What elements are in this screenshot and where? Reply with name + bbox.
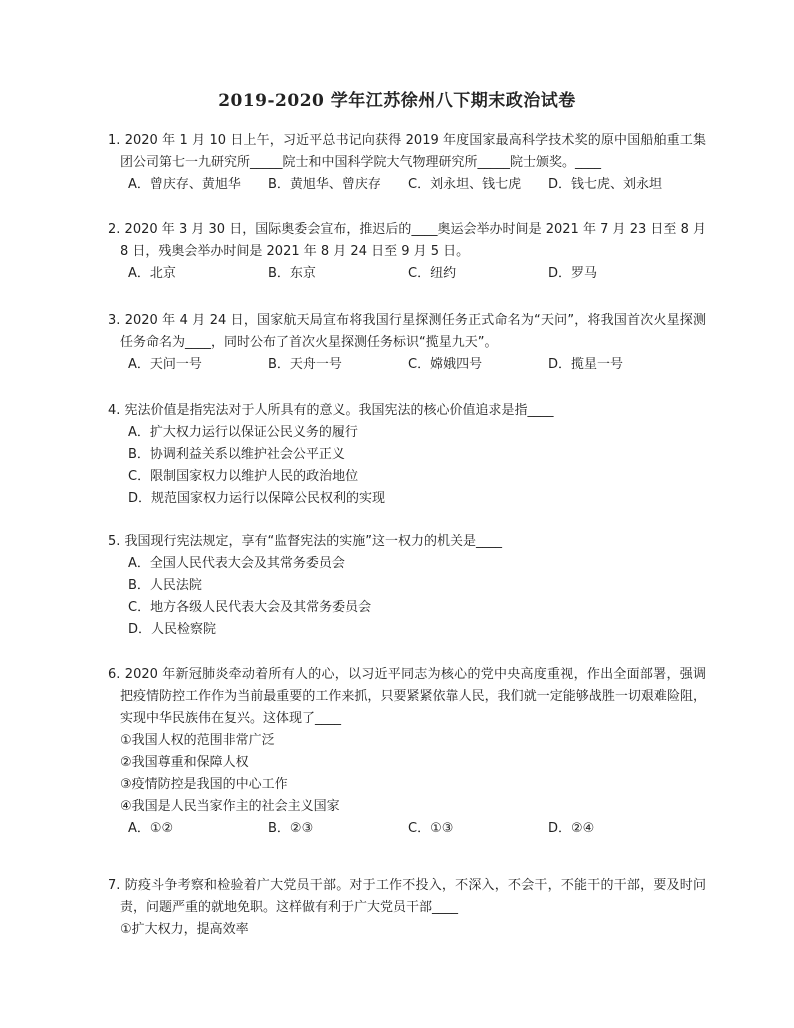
option-c: C．地方各级人民代表大会及其常务委员会 — [128, 600, 372, 615]
question-6-stem: 6. 2020 年新冠肺炎牵动着所有人的心，以习近平同志为核心的党中央高度重视，作出全面部署，强调把疫情防控工作作为当前最重要的工作来抓，只要紧紧依靠人民，我们就一定能够战胜一切艰难险阻，实现中华民族伟在复兴。这体现了____ — [108, 667, 706, 726]
question-2 — [108, 219, 706, 285]
question-5 — [108, 531, 706, 641]
question-6-options — [108, 818, 706, 840]
option-c: C．①③ — [408, 821, 454, 836]
question-1 — [108, 130, 706, 196]
option-c: C．嫦娥四号 — [408, 357, 483, 372]
statement-1: ①我国人权的范围非常广泛 — [120, 733, 275, 748]
option-d: D．人民检察院 — [128, 622, 217, 637]
option-d: D．规范国家权力运行以保障公民权利的实现 — [128, 491, 386, 506]
option-d: D．罗马 — [548, 266, 598, 281]
option-c: C．限制国家权力以维护人民的政治地位 — [128, 469, 359, 484]
statement-4: ④我国是人民当家作主的社会主义国家 — [120, 799, 340, 814]
option-a: A．北京 — [128, 266, 176, 281]
option-c: C．纽约 — [408, 266, 457, 281]
question-3-options — [108, 354, 706, 376]
option-a: A．曾庆存、黄旭华 — [128, 177, 241, 192]
option-d: D．揽星一号 — [548, 357, 624, 372]
statement-1: ①扩大权力，提高效率 — [120, 922, 249, 937]
question-7-stem: 7. 防疫斗争考察和检验着广大党员干部。对于工作不投入，不深入，不会干，不能干的干部，要及时问责，问题严重的就地免职。这样做有利于广大党员干部____ — [108, 878, 706, 915]
question-2-stem: 2. 2020 年 3 月 30 日，国际奥委会宣布，推迟后的____奥运会举办时间是 2021 年 7 月 23 日至 8 月 8 日，残奥会举办时间是 2021 年 8 月 24 日至 9 月 5 日。 — [108, 222, 706, 259]
option-d: D．钱七虎、刘永坦 — [548, 177, 663, 192]
statement-2: ②我国尊重和保障人权 — [120, 755, 249, 770]
question-3 — [108, 310, 706, 376]
option-a: A．扩大权力运行以保证公民义务的履行 — [128, 425, 358, 440]
option-a: A．全国人民代表大会及其常务委员会 — [128, 556, 345, 571]
option-a: A．天问一号 — [128, 357, 202, 372]
option-b: B．天舟一号 — [268, 357, 342, 372]
option-a: A．①② — [128, 821, 174, 836]
question-4 — [108, 400, 706, 510]
option-b: B．协调利益关系以维护社会公平正义 — [128, 447, 345, 462]
exam-title: 2019-2020 学年江苏徐州八下期末政治试卷 — [218, 91, 576, 111]
option-b: B．人民法院 — [128, 578, 202, 593]
question-5-stem: 5. 我国现行宪法规定，享有“监督宪法的实施”这一权力的机关是____ — [108, 534, 503, 549]
question-4-stem: 4. 宪法价值是指宪法对于人所具有的意义。我国宪法的核心价值追求是指____ — [108, 403, 554, 418]
option-c: C．刘永坦、钱七虎 — [408, 177, 522, 192]
question-6 — [108, 664, 706, 840]
option-b: B．黄旭华、曾庆存 — [268, 177, 381, 192]
question-3-stem: 3. 2020 年 4 月 24 日，国家航天局宣布将我国行星探测任务正式命名为“天问”，将我国首次火星探测任务命名为____，同时公布了首次火星探测任务标识“揽星九天”。 — [108, 313, 706, 350]
option-b: B．②③ — [268, 821, 314, 836]
statement-3: ③疫情防控是我国的中心工作 — [120, 777, 288, 792]
question-1-stem: 1. 2020 年 1 月 10 日上午，习近平总书记向获得 2019 年度国家最高科学技术奖的原中国船舶重工集团公司第七一九研究所_____院士和中国科学院大气物理研究所_____院士颁奖。____ — [108, 133, 706, 170]
question-7 — [108, 875, 706, 941]
question-1-options — [108, 174, 706, 196]
question-2-options — [108, 263, 706, 285]
option-d: D．②④ — [548, 821, 595, 836]
option-b: B．东京 — [268, 266, 316, 281]
